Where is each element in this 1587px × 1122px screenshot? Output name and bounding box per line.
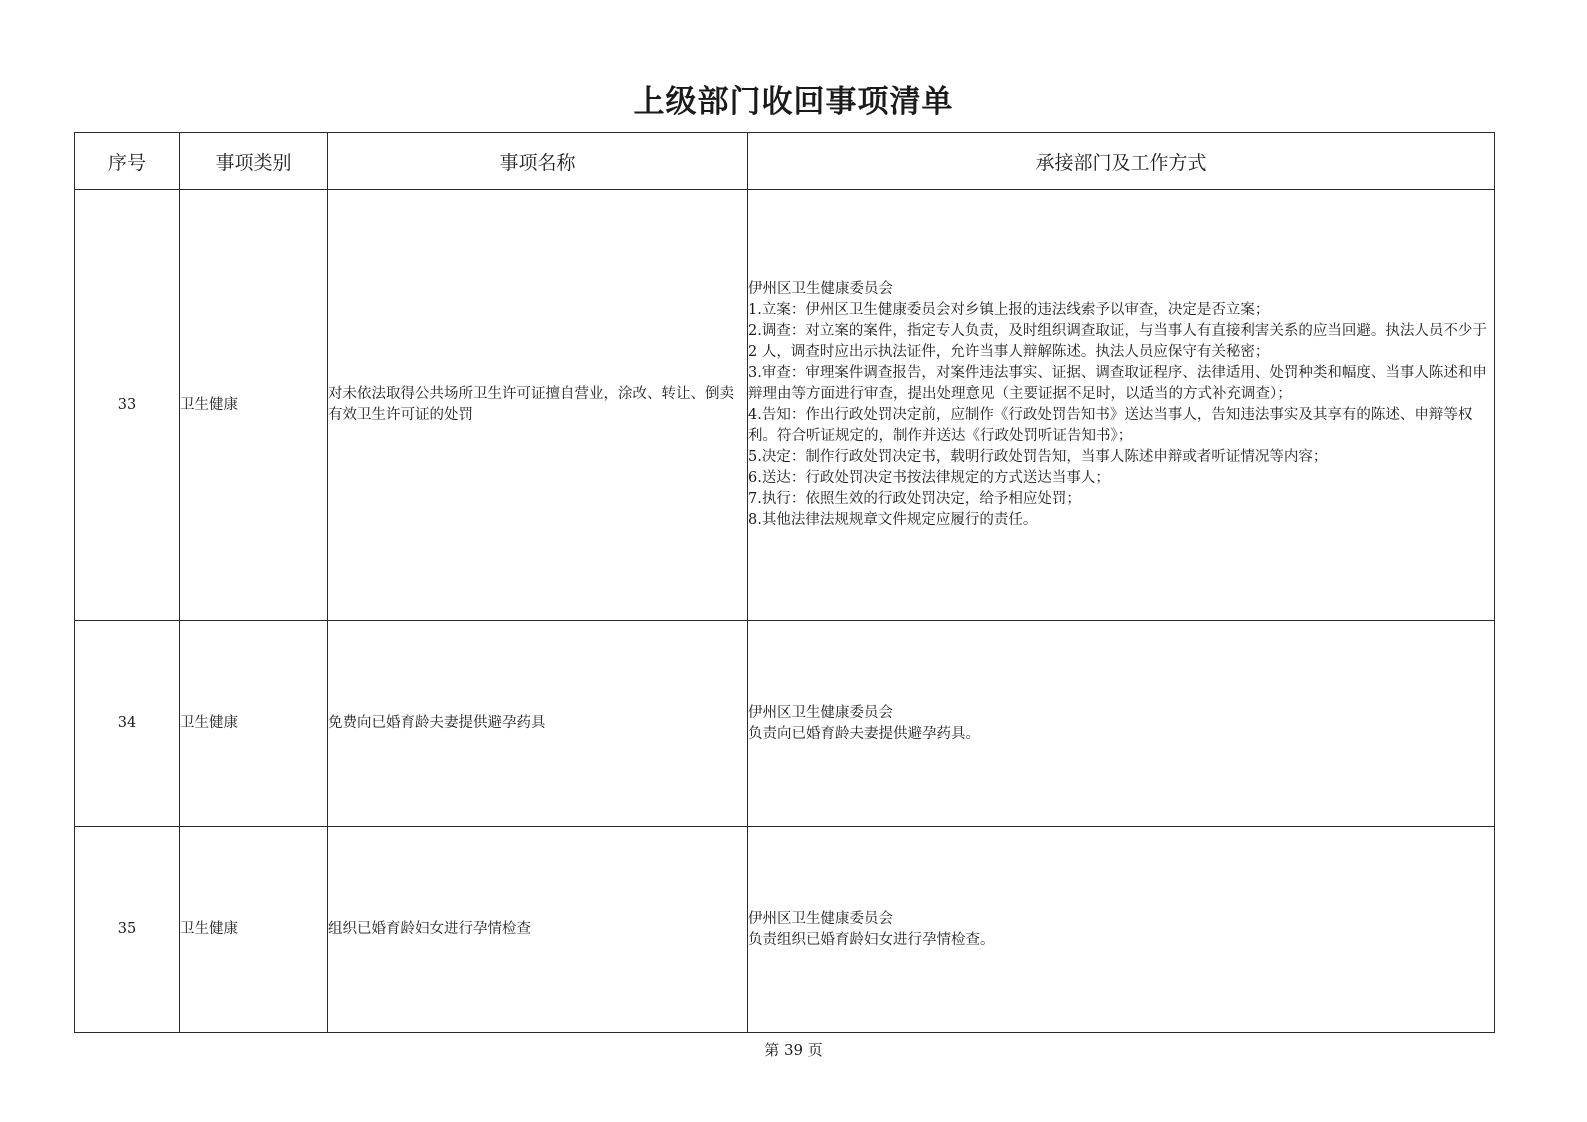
items-table <box>74 132 1495 1033</box>
row-category: 卫生健康 <box>180 190 328 621</box>
procedure-step: 2.调查：对立案的案件，指定专人负责，及时组织调查取证，与当事人有直接利害关系的应当回避。执法人员不少于 2 人，调查时应出示执法证件，允许当事人辩解陈述。执法人员应保守有关秘密； <box>748 323 1487 360</box>
work-method: 负责组织已婚育龄妇女进行孕情检查。 <box>748 931 995 948</box>
row-number: 33 <box>75 190 180 621</box>
row-item-name: 组织已婚育龄妇女进行孕情检查 <box>328 827 748 1033</box>
row-department <box>748 190 1495 621</box>
document-title: 上级部门收回事项清单 <box>633 84 954 120</box>
header-department: 承接部门及工作方式 <box>748 133 1495 190</box>
procedure-step: 7.执行：依照生效的行政处罚决定，给予相应处罚； <box>748 491 1081 507</box>
table-row <box>75 190 1495 621</box>
table-row <box>75 827 1495 1033</box>
procedure-step: 5.决定：制作行政处罚决定书，载明行政处罚告知，当事人陈述申辩或者听证情况等内容； <box>748 449 1328 465</box>
department-name: 伊州区卫生健康委员会 <box>748 910 893 927</box>
header-item-name: 事项名称 <box>328 133 748 190</box>
row-category: 卫生健康 <box>180 827 328 1033</box>
procedure-step: 3.审查：审理案件调查报告，对案件违法事实、证据、调查取证程序、法律适用、处罚种类和幅度、当事人陈述和申辩理由等方面进行审查，提出处理意见（主要证据不足时，以适当的方式补充调查）； <box>748 365 1487 402</box>
procedure-step: 6.送达：行政处罚决定书按法律规定的方式送达当事人； <box>748 470 1110 486</box>
procedure-step: 1.立案：伊州区卫生健康委员会对乡镇上报的违法线索予以审查，决定是否立案； <box>748 302 1270 318</box>
page-number: 第 39 页 <box>764 1041 823 1059</box>
row-item-name: 免费向已婚育龄夫妻提供避孕药具 <box>328 621 748 827</box>
table-row <box>75 621 1495 827</box>
department-name: 伊州区卫生健康委员会 <box>748 704 893 721</box>
row-number: 34 <box>75 621 180 827</box>
row-item-name: 对未依法取得公共场所卫生许可证擅自营业，涂改、转让、倒卖有效卫生许可证的处罚 <box>328 190 748 621</box>
row-department <box>748 621 1495 827</box>
table-header-row <box>75 133 1495 190</box>
procedure-step: 8.其他法律法规规章文件规定应履行的责任。 <box>748 512 1038 528</box>
header-category: 事项类别 <box>180 133 328 190</box>
row-department <box>748 827 1495 1033</box>
row-number: 35 <box>75 827 180 1033</box>
procedure-step: 4.告知：作出行政处罚决定前，应制作《行政处罚告知书》送达当事人，告知违法事实及其享有的陈述、申辩等权利。符合听证规定的，制作并送达《行政处罚听证告知书》； <box>748 407 1473 444</box>
row-category: 卫生健康 <box>180 621 328 827</box>
department-name: 伊州区卫生健康委员会 <box>748 281 893 297</box>
work-method: 负责向已婚育龄夫妻提供避孕药具。 <box>748 725 980 742</box>
header-number: 序号 <box>75 133 180 190</box>
